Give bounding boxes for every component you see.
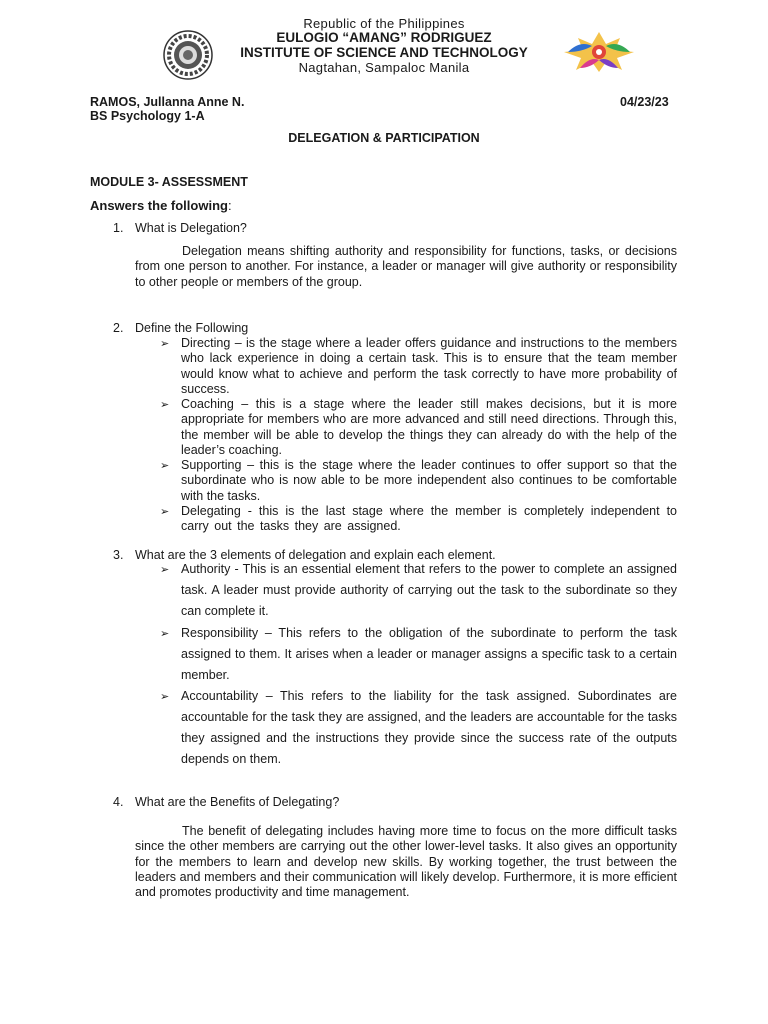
- element-authority: Authority - This is an essential element that refers to the power to complete an assigned task. A leader must provide authority of carrying out the task to the subordinate so they can complete it.: [181, 562, 677, 618]
- question-2-number: 2.: [113, 321, 124, 335]
- question-3-text: What are the 3 elements of delegation and explain each element.: [135, 548, 496, 562]
- answers-heading-text: Answers the following: [90, 198, 228, 213]
- bullet-arrow-icon: ➢: [160, 628, 170, 640]
- question-4-number: 4.: [113, 795, 124, 809]
- question-1-number: 1.: [113, 221, 124, 235]
- define-item-directing: Directing – is the stage where a leader offers guidance and instructions to the members who lack experience in doing a certain task. This is to ensure that the team member would know what to achieve and perform the task correctly to have more probability of success.: [181, 336, 677, 396]
- answers-heading-colon: :: [227, 198, 232, 213]
- document-title: DELEGATION & PARTICIPATION: [288, 131, 480, 145]
- answer-4-text: The benefit of delegating includes having more time to focus on the more difficult tasks since the other members are carrying out the other lower-level tasks. It also gives an opportunity for the members to learn and develop new skills. By working together, the trust between the leaders and members and their communication will likely develop. Furthermore, it is more efficient and promotes productivity and time management.: [135, 824, 677, 900]
- answers-heading: [90, 198, 232, 213]
- question-2-text: Define the Following: [135, 321, 249, 335]
- bullet-arrow-icon: ➢: [160, 399, 170, 411]
- answer-1-text: Delegation means shifting authority and responsibility for functions, tasks, or decisions from one person to another. For instance, a leader or manager will give authority or responsibility to other people or members of the group.: [135, 244, 677, 289]
- bullet-arrow-icon: ➢: [160, 338, 170, 350]
- question-4-text: What are the Benefits of Delegating?: [135, 795, 340, 809]
- student-program: BS Psychology 1-A: [90, 109, 205, 123]
- bullet-arrow-icon: ➢: [160, 691, 170, 703]
- question-1-text: What is Delegation?: [135, 221, 247, 235]
- define-item-delegating: Delegating - this is the last stage where the member is completely independent to carry out the tasks they are assigned.: [181, 504, 677, 534]
- element-accountability: Accountability – This refers to the liability for the task assigned. Subordinates are accountable for the task they are assigned, and the leaders are accountable for the tasks they assigned and the instructions they provide since the success rate of the outputs depends on them.: [181, 689, 677, 766]
- element-responsibility: Responsibility – This refers to the obligation of the subordinate to perform the task assigned to them. It arises when a leader or manager assigns a specific task to a certain member.: [181, 626, 677, 682]
- define-item-supporting: Supporting – this is the stage where the leader continues to offer support so that the subordinate who is now able to be more independent also continues to be comfortable with the tasks.: [181, 458, 677, 503]
- module-label: MODULE 3- ASSESSMENT: [90, 175, 248, 189]
- bullet-arrow-icon: ➢: [160, 564, 170, 576]
- bullet-arrow-icon: ➢: [160, 506, 170, 518]
- republic-line: Republic of the Philippines: [303, 16, 465, 31]
- school-name-line1: EULOGIO “AMANG” RODRIGUEZ: [276, 30, 492, 45]
- bullet-arrow-icon: ➢: [160, 460, 170, 472]
- school-name-line2: INSTITUTE OF SCIENCE AND TECHNOLOGY: [240, 45, 528, 60]
- school-location: Nagtahan, Sampaloc Manila: [298, 60, 470, 75]
- document-date: 04/23/23: [620, 95, 669, 109]
- student-name: RAMOS, Jullanna Anne N.: [90, 95, 245, 109]
- question-3-number: 3.: [113, 548, 124, 562]
- define-item-coaching: Coaching – this is a stage where the leader still makes decisions, but it is more appropriate for members who are more advanced and still need directions. Through this, the member will be able to develop the things they can already do with the help of the leader’s coaching.: [181, 397, 677, 457]
